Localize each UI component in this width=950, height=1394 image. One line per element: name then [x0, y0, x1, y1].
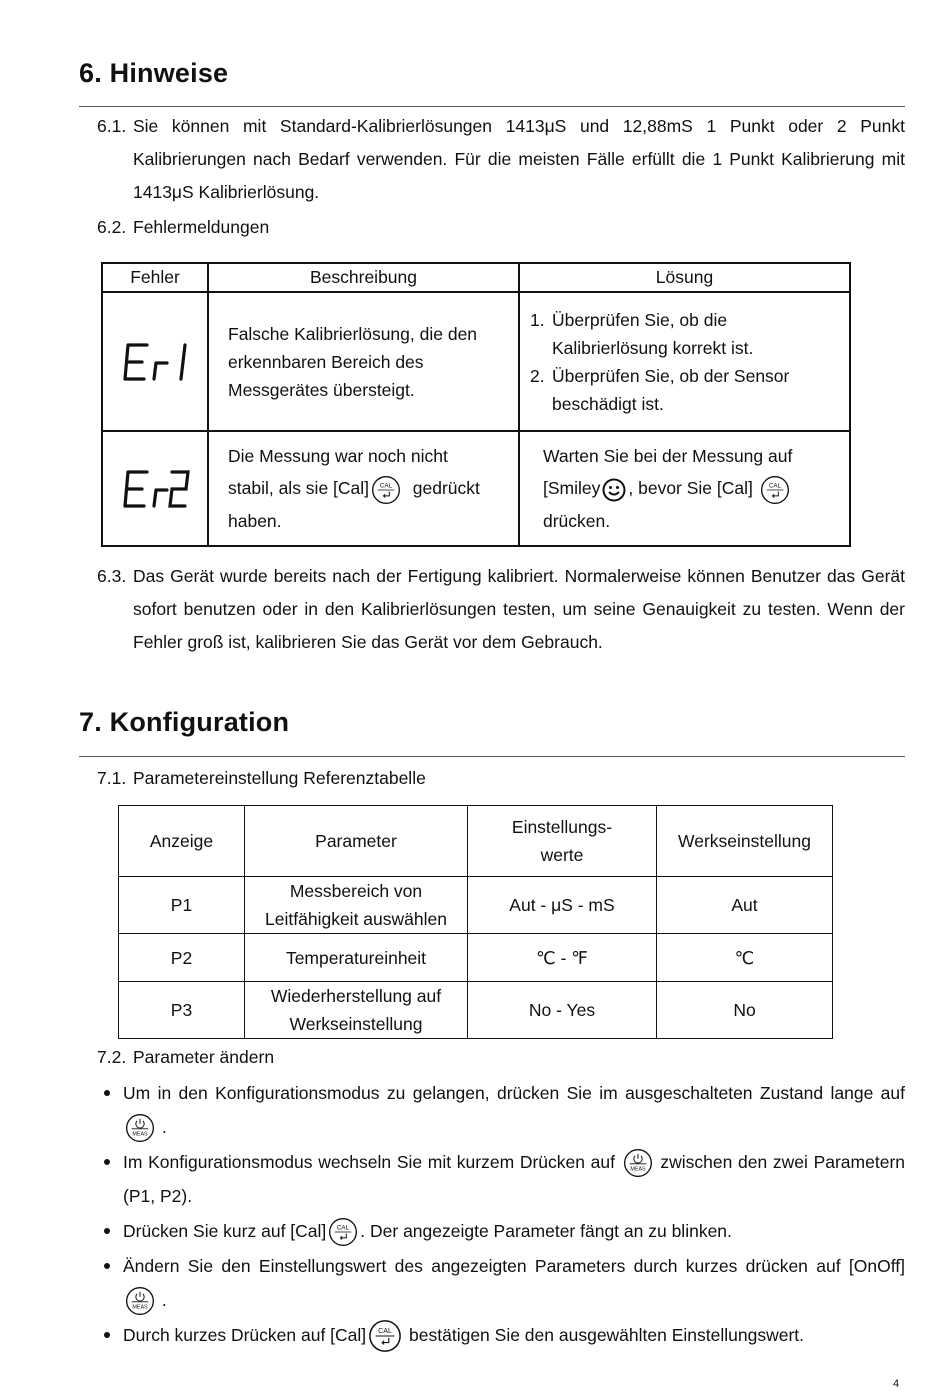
paragraph-number: 6.2.: [97, 217, 127, 237]
cal-button-icon: [760, 475, 790, 505]
solution-line: beschädigt ist.: [552, 393, 664, 414]
solution-text: [Smiley: [543, 478, 601, 499]
cell-text: Messbereich von Leitfähigkeit auswählen: [265, 881, 447, 929]
description-text: gedrückt: [412, 478, 480, 499]
section-7-divider: [79, 756, 905, 757]
section-6-title: 6. Hinweise: [79, 58, 229, 88]
table-cell: [245, 877, 468, 934]
meas-button-icon: [623, 1148, 653, 1178]
solution-cell: [519, 292, 850, 431]
table-cell: Temperatureinheit: [245, 934, 468, 982]
header-cell: Werkseinstellung: [657, 806, 833, 877]
paragraph-6-3: [97, 560, 905, 659]
bullet-icon: [104, 1228, 110, 1234]
error-table-header: [102, 263, 850, 292]
solution-text: , bevor Sie [Cal]: [628, 478, 753, 499]
solution-number: 1.: [530, 309, 545, 330]
solution-line: Überprüfen Sie, ob der Sensor: [552, 365, 790, 386]
cal-button-icon: [328, 1217, 358, 1247]
paragraph-number: 7.1.: [97, 768, 127, 788]
solution-number: 2.: [530, 365, 545, 386]
list-item: [97, 1249, 905, 1317]
header-text: Einstellungs-werte: [511, 817, 613, 865]
header-cell: Beschreibung: [208, 263, 519, 292]
list-text: .: [161, 1117, 167, 1137]
header-cell: Fehler: [102, 263, 208, 292]
cal-button-icon: [368, 1319, 402, 1353]
description-line: [228, 472, 508, 504]
list-text: Durch kurzes Drücken auf [Cal]: [123, 1325, 367, 1345]
paragraph-6-2: [97, 211, 905, 244]
list-text: Im Konfigurationsmodus wechseln Sie mit kurzem Drücken auf: [123, 1152, 615, 1172]
paragraph-7-1: [97, 762, 905, 795]
description-line: Die Messung war noch nicht: [228, 446, 448, 467]
paragraph-text: Parameter ändern: [133, 1047, 275, 1067]
list-item: [97, 1076, 905, 1144]
table-cell: ℃: [657, 934, 833, 982]
paragraph-number: 6.1.: [97, 116, 127, 136]
cal-button-icon: [371, 475, 401, 505]
description-line: Messgerätes übersteigt.: [228, 379, 415, 400]
description-text: stabil, als sie [Cal]: [228, 478, 370, 499]
table-row: [119, 934, 833, 982]
table-cell: No - Yes: [468, 982, 657, 1039]
description-line: haben.: [228, 510, 282, 531]
description-line: erkennbaren Bereich des: [228, 351, 424, 372]
bullet-icon: [104, 1090, 110, 1096]
table-row: [102, 431, 850, 546]
table-cell: No: [657, 982, 833, 1039]
paragraph-text: Das Gerät wurde bereits nach der Fertigung kalibriert. Normalerweise können Benutzer das Gerät sofort benutzen oder in den Kalibrierlösungen testen, um seine Genauigkeit zu testen. Wenn der Fehler groß ist, kalibrieren Sie das Gerät vor dem Gebrauch.: [133, 566, 905, 652]
solution-line: Kalibrierlösung korrekt ist.: [552, 337, 754, 358]
table-row: [102, 292, 850, 431]
smiley-icon: [602, 478, 626, 502]
paragraph-6-1: [97, 110, 905, 209]
paragraph-number: 6.3.: [97, 566, 127, 586]
instruction-list: [97, 1076, 905, 1354]
list-text: bestätigen Sie den ausgewählten Einstellungswert.: [409, 1325, 805, 1345]
table-cell: Aut: [657, 877, 833, 934]
list-item: [97, 1318, 905, 1353]
error-code-cell: [102, 431, 208, 546]
paragraph-text: Sie können mit Standard-Kalibrierlösungen 1413μS und 12,88mS 1 Punkt oder 2 Punkt Kalibrierungen nach Bedarf verwenden. Für die meisten Fälle erfüllt die 1 Punkt Kalibrierung mit 1413μS Kalibrierlösung.: [133, 116, 905, 202]
table-cell: ℃ - ℉: [468, 934, 657, 982]
table-cell: P3: [119, 982, 245, 1039]
header-cell: Parameter: [245, 806, 468, 877]
page-number: 4: [893, 1378, 900, 1390]
lcd-er1-icon: [117, 341, 193, 383]
solution-line: Überprüfen Sie, ob die: [552, 309, 728, 330]
section-7-title: 7. Konfiguration: [79, 707, 290, 737]
solution-item: [530, 306, 839, 362]
table-cell: Aut - μS - mS: [468, 877, 657, 934]
table-row: [119, 877, 833, 934]
header-cell: [468, 806, 657, 877]
list-text: Ändern Sie den Einstellungswert des angezeigten Parameters durch kurzes drücken auf [OnOff]: [123, 1256, 905, 1276]
list-item: [97, 1145, 905, 1213]
table-row: [119, 982, 833, 1039]
config-table: [118, 805, 833, 1039]
header-cell: Anzeige: [119, 806, 245, 877]
list-text: .: [161, 1290, 167, 1310]
table-cell: P1: [119, 877, 245, 934]
lcd-er2-icon: [117, 468, 193, 510]
description-line: Falsche Kalibrierlösung, die den: [228, 323, 478, 344]
meas-button-icon: [125, 1286, 155, 1316]
solution-cell: [519, 431, 850, 546]
paragraph-text: Parametereinstellung Referenztabelle: [133, 768, 426, 788]
table-cell: P2: [119, 934, 245, 982]
description-cell: [208, 431, 519, 546]
list-text: Drücken Sie kurz auf [Cal]: [123, 1221, 327, 1241]
config-table-header: [119, 806, 833, 877]
solution-line: drücken.: [543, 510, 611, 531]
solution-line: [543, 472, 839, 504]
table-cell: [245, 982, 468, 1039]
list-text: . Der angezeigte Parameter fängt an zu blinken.: [360, 1221, 732, 1241]
bullet-icon: [104, 1332, 110, 1338]
list-text: Um in den Konfigurationsmodus zu gelangen, drücken Sie im ausgeschalteten Zustand lange auf: [123, 1083, 905, 1103]
description-cell: [208, 292, 519, 431]
list-item: [97, 1214, 905, 1248]
error-code-cell: [102, 292, 208, 431]
paragraph-7-2: [97, 1041, 905, 1074]
list-text: zwischen den zwei Parametern (P1, P2).: [123, 1152, 906, 1206]
solution-line: Warten Sie bei der Messung auf: [543, 446, 793, 467]
cell-text: Wiederherstellung auf Werkseinstellung: [270, 986, 442, 1034]
bullet-icon: [104, 1263, 110, 1269]
paragraph-number: 7.2.: [97, 1047, 127, 1067]
bullet-icon: [104, 1159, 110, 1165]
header-cell: Lösung: [519, 263, 850, 292]
solution-item: [530, 362, 839, 418]
meas-button-icon: [125, 1113, 155, 1143]
section-6-divider: [79, 106, 905, 107]
paragraph-text: Fehlermeldungen: [133, 217, 270, 237]
error-table: [101, 262, 851, 547]
